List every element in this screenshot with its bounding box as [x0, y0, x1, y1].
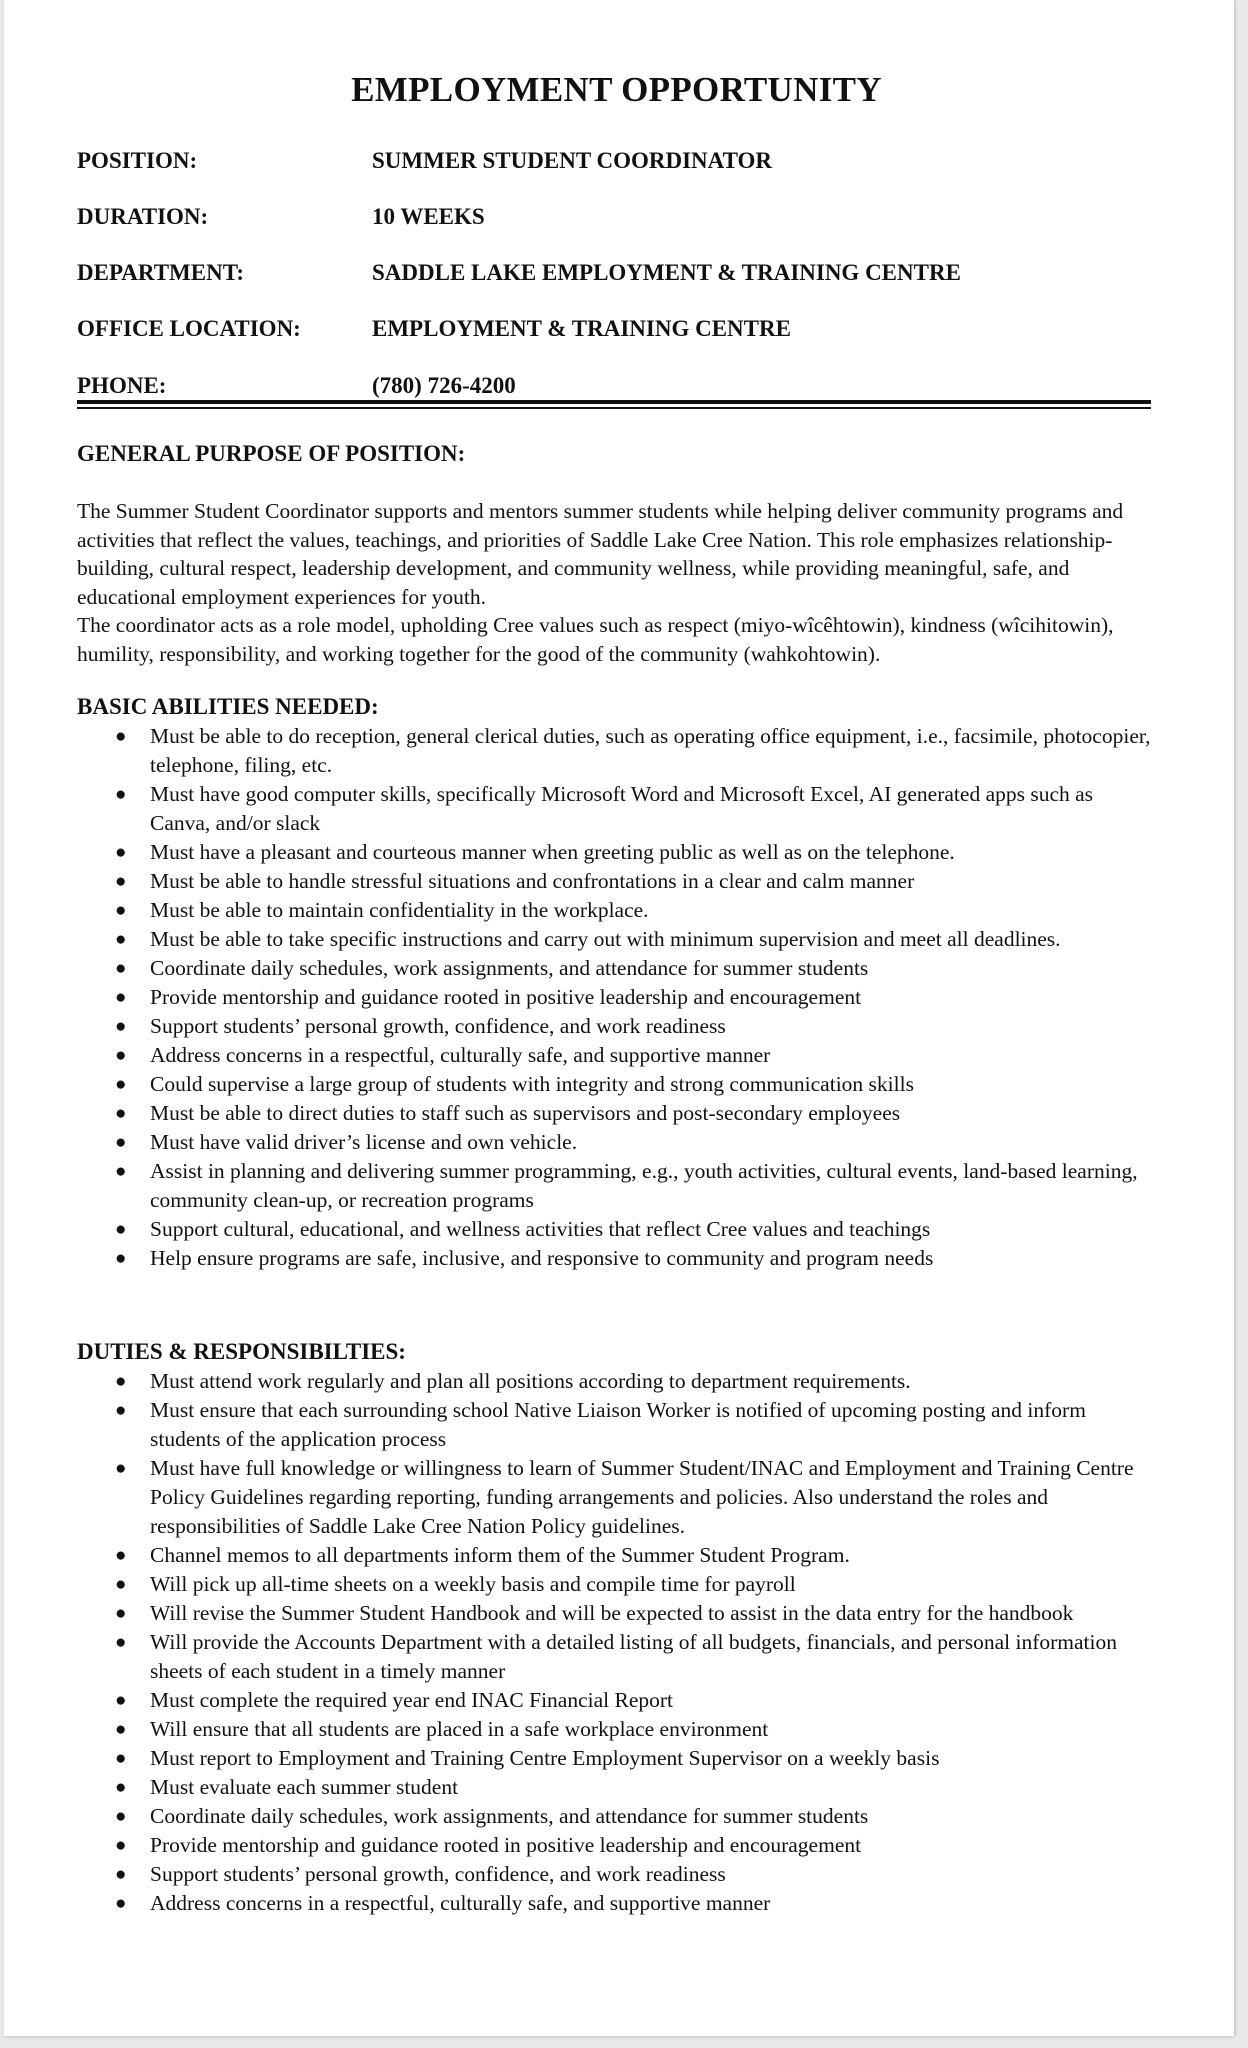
list-item	[77, 1802, 1157, 1831]
bullet-icon: ●	[115, 1603, 127, 1624]
list-item	[77, 1570, 1157, 1599]
list-item	[77, 1831, 1157, 1860]
bullet-icon: ●	[115, 784, 127, 805]
bullet-icon: ●	[115, 1835, 127, 1856]
list-item	[77, 722, 1157, 780]
field-value: 10 WEEKS	[372, 204, 485, 229]
list-item-text: Must be able to maintain confidentiality in the workplace.	[150, 898, 649, 922]
list-item-text: Must attend work regularly and plan all positions according to department requirements.	[150, 1369, 911, 1393]
list-item	[77, 1686, 1157, 1715]
bullet-icon: ●	[115, 1806, 127, 1827]
list-item	[77, 1454, 1157, 1541]
list-item	[77, 954, 1157, 983]
duties-heading: DUTIES & RESPONSIBILTIES:	[77, 1339, 406, 1364]
list-item	[77, 1157, 1157, 1215]
bullet-icon: ●	[115, 1458, 127, 1479]
general-purpose-heading: GENERAL PURPOSE OF POSITION:	[77, 441, 466, 466]
field-value: SADDLE LAKE EMPLOYMENT & TRAINING CENTRE	[372, 260, 961, 285]
list-item	[77, 1715, 1157, 1744]
list-item	[77, 1012, 1157, 1041]
bullet-icon: ●	[115, 1777, 127, 1798]
list-item-text: Will pick up all-time sheets on a weekly basis and compile time for payroll	[150, 1572, 796, 1596]
list-item	[77, 1041, 1157, 1070]
list-item	[77, 1396, 1157, 1454]
general-purpose-text	[77, 497, 1157, 668]
list-item	[77, 1773, 1157, 1802]
header-divider-thick	[77, 400, 1151, 404]
list-item	[77, 867, 1157, 896]
general-purpose-paragraph: The Summer Student Coordinator supports and mentors summer students while helping deliver community programs and activities that reflect the values, teachings, and priorities of Saddle Lake Cree Nation. This role emphasizes relationship-building, cultural respect, leadership development, and community wellness, while providing meaningful, safe, and educational employment experiences for youth.	[77, 499, 1124, 609]
list-item	[77, 1215, 1157, 1244]
bullet-icon: ●	[115, 1016, 127, 1037]
bullet-icon: ●	[115, 1632, 127, 1653]
bullet-icon: ●	[115, 1574, 127, 1595]
bullet-icon: ●	[115, 1219, 127, 1240]
list-item	[77, 1889, 1157, 1918]
list-item-text: Must be able to take specific instructions and carry out with minimum supervision and meet all deadlines.	[150, 927, 1061, 951]
bullet-icon: ●	[115, 1690, 127, 1711]
bullet-icon: ●	[115, 958, 127, 979]
list-item	[77, 1070, 1157, 1099]
basic-abilities-heading: BASIC ABILITIES NEEDED:	[77, 694, 379, 719]
bullet-icon: ●	[115, 1864, 127, 1885]
list-item-text: Provide mentorship and guidance rooted in positive leadership and encouragement	[150, 1833, 862, 1857]
list-item-text: Coordinate daily schedules, work assignments, and attendance for summer students	[150, 956, 869, 980]
list-item-text: Must be able to do reception, general clerical duties, such as operating office equipment, i.e., facsimile, photocopier, telephone, filing, etc.	[150, 724, 1151, 777]
list-item	[77, 1599, 1157, 1628]
list-item-text: Will provide the Accounts Department with a detailed listing of all budgets, financials, and personal information sheets of each student in a timely manner	[150, 1630, 1117, 1683]
list-item	[77, 1128, 1157, 1157]
field-label: OFFICE LOCATION:	[77, 316, 301, 341]
list-item-text: Must ensure that each surrounding school Native Liaison Worker is notified of upcoming posting and inform students of the application process	[150, 1398, 1086, 1451]
bullet-icon: ●	[115, 1893, 127, 1914]
bullet-icon: ●	[115, 1074, 127, 1095]
list-item	[77, 1244, 1157, 1273]
list-item-text: Support cultural, educational, and wellness activities that reflect Cree values and teachings	[150, 1217, 931, 1241]
list-item-text: Must be able to direct duties to staff such as supervisors and post-secondary employees	[150, 1101, 901, 1125]
bullet-icon: ●	[115, 1161, 127, 1182]
bullet-icon: ●	[115, 929, 127, 950]
header-divider-thin	[77, 407, 1151, 409]
basic-abilities-list	[77, 722, 1157, 1273]
bullet-icon: ●	[115, 842, 127, 863]
field-label: PHONE:	[77, 373, 167, 398]
list-item-text: Assist in planning and delivering summer programming, e.g., youth activities, cultural events, land-based learning, community clean-up, or recreation programs	[150, 1159, 1138, 1212]
list-item	[77, 1541, 1157, 1570]
list-item-text: Address concerns in a respectful, culturally safe, and supportive manner	[150, 1043, 771, 1067]
field-value: EMPLOYMENT & TRAINING CENTRE	[372, 316, 791, 341]
general-purpose-paragraph: The coordinator acts as a role model, upholding Cree values such as respect (miyo-wîcêhtowin), kindness (wîcihitowin), humility, responsibility, and working together for the good of the community (wahkohtowin).	[77, 613, 1114, 666]
list-item	[77, 1744, 1157, 1773]
list-item-text: Must report to Employment and Training Centre Employment Supervisor on a weekly basis	[150, 1746, 940, 1770]
bullet-icon: ●	[115, 1748, 127, 1769]
bullet-icon: ●	[115, 1103, 127, 1124]
list-item-text: Coordinate daily schedules, work assignments, and attendance for summer students	[150, 1804, 869, 1828]
bullet-icon: ●	[115, 1371, 127, 1392]
list-item-text: Support students’ personal growth, confidence, and work readiness	[150, 1014, 726, 1038]
list-item-text: Must have a pleasant and courteous manner when greeting public as well as on the telephone.	[150, 840, 955, 864]
bullet-icon: ●	[115, 1719, 127, 1740]
list-item-text: Must have good computer skills, specifically Microsoft Word and Microsoft Excel, AI generated apps such as Canva, and/or slack	[150, 782, 1094, 835]
bullet-icon: ●	[115, 1045, 127, 1066]
list-item	[77, 896, 1157, 925]
list-item-text: Support students’ personal growth, confidence, and work readiness	[150, 1862, 726, 1886]
bullet-icon: ●	[115, 1248, 127, 1269]
list-item	[77, 1367, 1157, 1396]
field-label: POSITION:	[77, 148, 198, 173]
field-label: DURATION:	[77, 204, 209, 229]
bullet-icon: ●	[115, 900, 127, 921]
list-item-text: Will revise the Summer Student Handbook and will be expected to assist in the data entry for the handbook	[150, 1601, 1074, 1625]
duties-list	[77, 1367, 1157, 1918]
list-item	[77, 1860, 1157, 1889]
list-item-text: Must evaluate each summer student	[150, 1775, 459, 1799]
bullet-icon: ●	[115, 987, 127, 1008]
list-item	[77, 780, 1157, 838]
list-item-text: Must have valid driver’s license and own vehicle.	[150, 1130, 578, 1154]
list-item	[77, 1628, 1157, 1686]
field-value: (780) 726-4200	[372, 373, 516, 398]
list-item-text: Must complete the required year end INAC Financial Report	[150, 1688, 674, 1712]
list-item-text: Will ensure that all students are placed in a safe workplace environment	[150, 1717, 769, 1741]
list-item	[77, 983, 1157, 1012]
document-page	[4, 0, 1234, 2036]
bullet-icon: ●	[115, 726, 127, 747]
list-item-text: Help ensure programs are safe, inclusive, and responsive to community and program needs	[150, 1246, 934, 1270]
list-item-text: Address concerns in a respectful, culturally safe, and supportive manner	[150, 1891, 771, 1915]
bullet-icon: ●	[115, 1545, 127, 1566]
list-item-text: Channel memos to all departments inform them of the Summer Student Program.	[150, 1543, 850, 1567]
list-item	[77, 838, 1157, 867]
list-item-text: Could supervise a large group of students with integrity and strong communication skills	[150, 1072, 914, 1096]
document-title: EMPLOYMENT OPPORTUNITY	[351, 70, 882, 109]
bullet-icon: ●	[115, 1132, 127, 1153]
field-label: DEPARTMENT:	[77, 260, 244, 285]
list-item-text: Provide mentorship and guidance rooted in positive leadership and encouragement	[150, 985, 862, 1009]
list-item	[77, 1099, 1157, 1128]
bullet-icon: ●	[115, 1400, 127, 1421]
list-item-text: Must have full knowledge or willingness to learn of Summer Student/INAC and Employment and Training Centre Policy Guidelines regarding reporting, funding arrangements and policies. Also understand the roles and responsibilities of Saddle Lake Cree Nation Policy guidelines.	[150, 1456, 1134, 1538]
list-item	[77, 925, 1157, 954]
bullet-icon: ●	[115, 871, 127, 892]
list-item-text: Must be able to handle stressful situations and confrontations in a clear and calm manner	[150, 869, 915, 893]
field-value: SUMMER STUDENT COORDINATOR	[372, 148, 772, 173]
